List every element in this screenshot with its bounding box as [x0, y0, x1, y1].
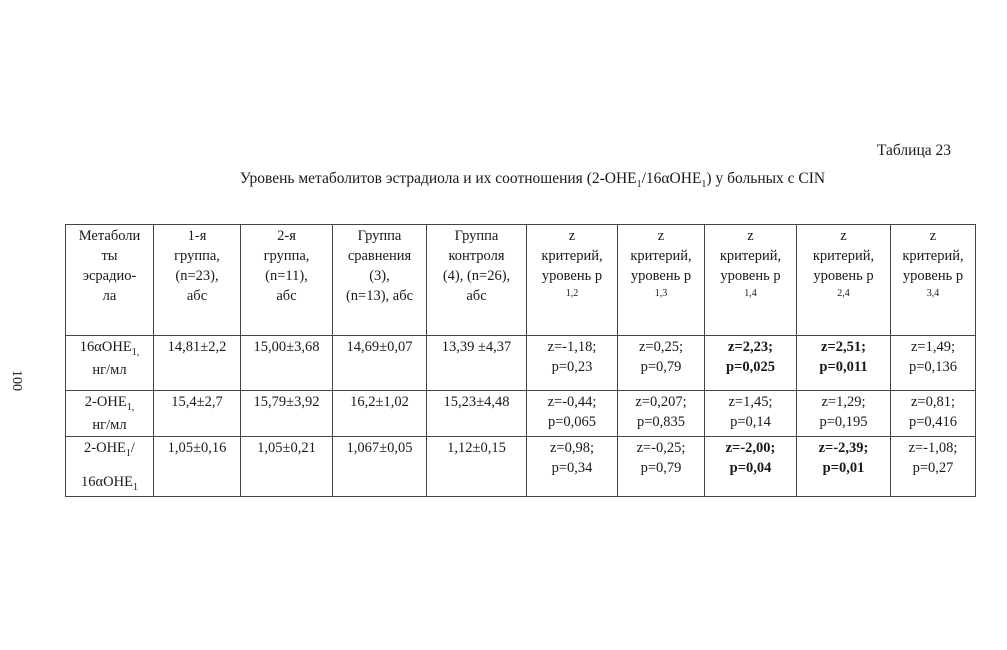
cell-text: уровень р: [541, 268, 603, 284]
header-cell: [705, 225, 797, 336]
p-index: 1,3: [654, 288, 668, 299]
cell-text: абс: [466, 288, 487, 304]
z-criterion-cell: [891, 436, 976, 496]
z-criterion-cell: [527, 436, 618, 496]
z-criterion-cell: [618, 436, 705, 496]
cell-text: уровень р: [902, 268, 964, 284]
metabolite-cell: [66, 436, 154, 496]
metabolite-prefix: 2-ОНЕ: [84, 394, 127, 410]
p-index: 1,4: [744, 288, 757, 299]
cell-text: p=0,27: [912, 459, 954, 476]
cell-text: абс: [276, 288, 297, 304]
cell-text: Группа: [454, 228, 499, 244]
cell-text: критерий,: [541, 248, 603, 264]
header-cell: [527, 225, 618, 336]
cell-text: 1,067±0,05: [346, 439, 413, 456]
cell-text: p=0,835: [636, 414, 686, 430]
group-value-cell: [241, 436, 333, 496]
cell-text: p=0,01: [822, 459, 865, 476]
cell-text: группа,: [263, 248, 310, 264]
z-criterion-cell: [705, 436, 797, 496]
z-criterion-cell: [797, 436, 891, 496]
cell-text: группа,: [174, 248, 220, 264]
metabolite-subscript: 1,: [126, 401, 135, 413]
table-row: [66, 336, 976, 391]
cell-text: уровень р: [630, 268, 692, 284]
cell-text: p=0,136: [908, 359, 958, 375]
cell-text: критерий,: [902, 248, 964, 264]
cell-text: p=0,011: [819, 359, 868, 375]
cell-text: ла: [102, 288, 117, 304]
metabolite-line2: 16αОНЕ: [81, 474, 133, 491]
cell-text: z: [568, 228, 576, 244]
p-index: 2,4: [837, 288, 850, 299]
cell-text: z=-2,39;: [818, 439, 869, 456]
header-cell: [333, 225, 427, 336]
table-caption: Уровень метаболитов эстрадиола и их соотношения $(2-ОНЕ_1/16\alpha ОНЕ_1)$ у больных с CIN: [239, 170, 826, 191]
cell-text: z=1,49;: [910, 339, 956, 355]
group-value-cell: [154, 391, 241, 437]
header-cell: [891, 225, 976, 336]
cell-text: критерий,: [719, 248, 782, 264]
group-value-cell: [427, 336, 527, 391]
metabolite-line2: нг/мл: [92, 416, 127, 433]
group-value-cell: [241, 391, 333, 437]
header-cell: [618, 225, 705, 336]
z-criterion-cell: [618, 391, 705, 437]
group-value-cell: [333, 391, 427, 437]
cell-text: 15,4±2,7: [171, 394, 223, 410]
cell-text: z=2,51;: [821, 339, 866, 355]
cell-text: 1,05±0,16: [167, 439, 227, 456]
cell-text: p=0,14: [730, 414, 771, 430]
metabolite-name: [69, 337, 150, 360]
cell-text: 14,81±2,2: [167, 339, 227, 355]
group-value-cell: [333, 436, 427, 496]
group-value-cell: [154, 436, 241, 496]
group-value-cell: [154, 336, 241, 391]
header-cell: [154, 225, 241, 336]
table-row: [66, 391, 976, 437]
metabolite-line2: нг/мл: [92, 361, 127, 378]
cell-text: p=0,065: [547, 414, 597, 430]
cell-text: z=-1,18;: [547, 339, 597, 355]
cell-text: (3),: [369, 268, 390, 284]
metabolites-table: [65, 224, 976, 497]
cell-text: 2-я: [277, 228, 296, 244]
cell-text: p=0,79: [640, 459, 682, 476]
table-label: Таблица 23: [876, 142, 951, 159]
cell-text: критерий,: [812, 248, 875, 264]
cell-text: p=0,23: [551, 359, 593, 375]
cell-text: 1,12±0,15: [447, 439, 506, 456]
cell-text: p=0,04: [729, 459, 772, 476]
z-criterion-cell: [797, 391, 891, 437]
cell-text: z=-2,00;: [725, 439, 776, 456]
cell-text: Метаболи: [78, 228, 141, 244]
z-criterion-cell: [891, 391, 976, 437]
cell-text: p=0,79: [640, 359, 682, 375]
cell-text: p=0,025: [726, 359, 775, 375]
cell-text: z: [840, 228, 847, 244]
cell-text: z=1,29;: [821, 394, 866, 410]
cell-text: (n=23),: [175, 268, 219, 284]
cell-text: абс: [186, 288, 208, 304]
cell-text: z=0,25;: [638, 339, 684, 355]
metabolite-name: [69, 392, 150, 415]
z-criterion-cell: [527, 391, 618, 437]
p-index: 1,2: [565, 288, 579, 299]
z-criterion-cell: [705, 336, 797, 391]
metabolite-prefix: 16αОНЕ: [79, 339, 132, 355]
group-value-cell: [241, 336, 333, 391]
z-criterion-cell: [705, 391, 797, 437]
metabolite-unit: [69, 415, 150, 435]
header-cell: [241, 225, 333, 336]
group-value-cell: [427, 436, 527, 496]
cell-text: 1-я: [187, 228, 207, 244]
cell-text: 16,2±1,02: [350, 394, 409, 410]
metabolite-name: [69, 438, 150, 461]
cell-text: ты: [101, 248, 118, 264]
cell-text: p=0,34: [551, 459, 593, 476]
header-cell: [427, 225, 527, 336]
cell-text: критерий,: [630, 248, 692, 264]
cell-text: сравнения: [347, 248, 412, 264]
cell-text: эсрадио-: [82, 268, 137, 284]
header-cell: [66, 225, 154, 336]
cell-text: z=-0,25;: [636, 439, 686, 456]
cell-text: z=-1,08;: [908, 439, 958, 456]
cell-text: z=0,98;: [549, 439, 595, 456]
cell-text: z=0,81;: [910, 394, 956, 410]
cell-text: z: [657, 228, 665, 244]
group-value-cell: [427, 391, 527, 437]
metabolite-subscript: 1: [125, 447, 131, 459]
cell-text: (4), (n=26),: [442, 268, 511, 284]
cell-text: 15,00±3,68: [253, 339, 320, 355]
cell-text: z=0,207;: [635, 394, 687, 410]
metabolite-subscript2: 1: [132, 482, 138, 494]
cell-text: z=-0,44;: [547, 394, 597, 410]
metabolite-unit: [69, 360, 150, 380]
cell-text: 1,05±0,21: [257, 439, 316, 456]
cell-text: 13,39 ±4,37: [441, 339, 512, 355]
cell-text: контроля: [448, 248, 505, 264]
metabolite-cell: [66, 336, 154, 391]
caption-main: Уровень метаболитов эстрадиола и их соотношения (2-ОНЕ: [239, 170, 637, 187]
header-cell: [797, 225, 891, 336]
cell-text: z: [747, 228, 754, 244]
p-index: 3,4: [926, 288, 940, 299]
cell-text: уровень р: [720, 268, 781, 284]
metabolite-prefix: 2-ОНЕ: [84, 439, 126, 456]
cell-text: z: [929, 228, 937, 244]
header-row: [66, 225, 976, 336]
table-row: [66, 436, 976, 496]
cell-text: p=0,195: [819, 414, 868, 430]
cell-text: z=1,45;: [728, 394, 773, 410]
group-value-cell: [333, 336, 427, 391]
z-criterion-cell: [618, 336, 705, 391]
z-criterion-cell: [527, 336, 618, 391]
cell-text: 14,69±0,07: [346, 339, 413, 355]
cell-text: p=0,416: [908, 414, 958, 430]
page-number: 100: [9, 370, 24, 391]
metabolite-cell: [66, 391, 154, 437]
metabolite-unit: [69, 472, 150, 495]
cell-text: уровень р: [813, 268, 874, 284]
metabolite-slash: /: [130, 439, 135, 456]
cell-text: 15,79±3,92: [253, 394, 320, 410]
cell-text: z=2,23;: [728, 339, 773, 355]
z-criterion-cell: [797, 336, 891, 391]
metabolite-subscript: 1,: [131, 346, 140, 358]
z-criterion-cell: [891, 336, 976, 391]
cell-text: (n=11),: [265, 268, 308, 284]
cell-text: (n=13), абс: [345, 288, 414, 304]
cell-text: Группа: [357, 228, 402, 244]
cell-text: 15,23±4,48: [443, 394, 510, 410]
